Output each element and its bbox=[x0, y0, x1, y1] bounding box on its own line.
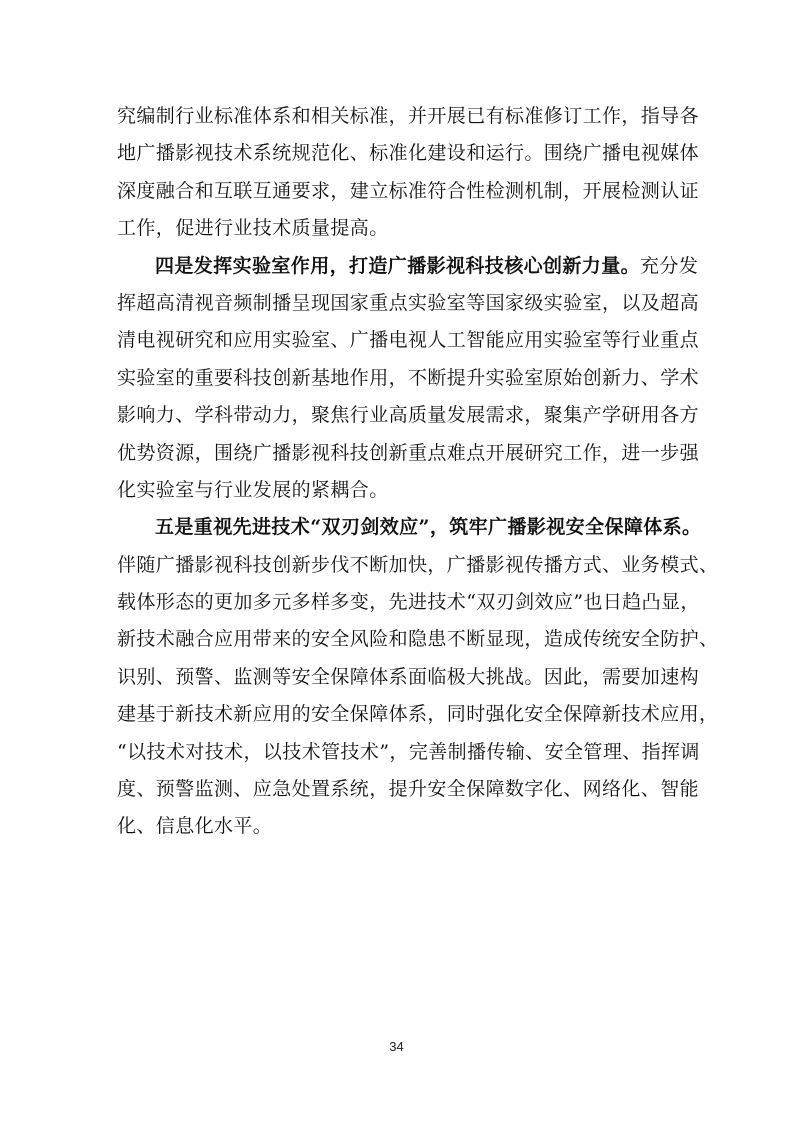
text-line bbox=[117, 696, 719, 733]
line-text: 实验室的重要科技创新基地作用，不断提升实验室原始创新力、学术 bbox=[117, 366, 700, 389]
paragraph-heading: 五是重视先进技术“双刃剑效应”，筑牢广播影视安全保障体系。 bbox=[155, 516, 702, 539]
line-text: “以技术对技术，以技术管技术”，完善制播传输、安全管理、指挥调 bbox=[117, 740, 700, 763]
text-line bbox=[117, 360, 700, 397]
line-text: 究编制行业标准体系和相关标准，并开展已有标准修订工作，指导各 bbox=[117, 105, 700, 127]
text-line bbox=[117, 435, 700, 472]
page-number: 34 bbox=[389, 1039, 404, 1054]
line-text: 充分发 bbox=[640, 254, 699, 277]
line-text: 新技术融合应用带来的安全风险和隐患不断显现，造成传统安全防护、 bbox=[117, 628, 719, 651]
line-text: 深度融合和互联互通要求，建立标准符合性检测机制，开展检测认证 bbox=[117, 179, 700, 202]
line-text: 挥超高清视音频制播呈现国家重点实验室等国家级实验室，以及超高 bbox=[117, 291, 700, 314]
text-line bbox=[117, 808, 677, 845]
text-line bbox=[117, 397, 700, 434]
text-line bbox=[117, 621, 719, 658]
text-line bbox=[117, 285, 700, 322]
text-line bbox=[117, 472, 677, 509]
text-line-heading bbox=[117, 509, 702, 546]
text-line bbox=[117, 584, 700, 621]
text-line bbox=[117, 173, 700, 210]
text-line bbox=[117, 98, 700, 135]
text-line bbox=[117, 771, 700, 808]
line-text: 载体形态的更加多元多样多变，先进技术“双刃剑效应”也日趋凸显， bbox=[117, 591, 700, 614]
line-text: 识别、预警、监测等安全保障体系面临极大挑战。因此，需要加速构 bbox=[117, 665, 700, 688]
text-line bbox=[117, 210, 677, 247]
line-text: 优势资源，围绕广播影视科技创新重点难点开展研究工作，进一步强 bbox=[117, 441, 700, 464]
text-line bbox=[117, 659, 700, 696]
line-text: 影响力、学科带动力，聚焦行业高质量发展需求，聚集产学研用各方 bbox=[117, 404, 700, 427]
line-text: 清电视研究和应用实验室、广播电视人工智能应用实验室等行业重点 bbox=[117, 329, 700, 352]
line-text: 建基于新技术新应用的安全保障体系，同时强化安全保障新技术应用， bbox=[117, 703, 719, 726]
line-text: 地广播影视技术系统规范化、标准化建设和运行。围绕广播电视媒体 bbox=[117, 142, 700, 165]
text-line-heading bbox=[117, 248, 699, 285]
text-line bbox=[117, 322, 700, 359]
line-text: 化实验室与行业发展的紧耦合。 bbox=[117, 478, 389, 501]
body-text bbox=[117, 98, 719, 846]
line-text: 伴随广播影视科技创新步伐不断加快，广播影视传播方式、业务模式、 bbox=[117, 553, 719, 576]
line-text: 工作，促进行业技术质量提高。 bbox=[117, 217, 389, 240]
text-line bbox=[117, 547, 719, 584]
line-text: 度、预警监测、应急处置系统，提升安全保障数字化、网络化、智能 bbox=[117, 778, 700, 801]
paragraph-heading: 四是发挥实验室作用，打造广播影视科技核心创新力量。 bbox=[155, 254, 641, 277]
text-line bbox=[117, 135, 700, 172]
text-line bbox=[117, 734, 700, 771]
line-text: 化、信息化水平。 bbox=[117, 815, 273, 838]
